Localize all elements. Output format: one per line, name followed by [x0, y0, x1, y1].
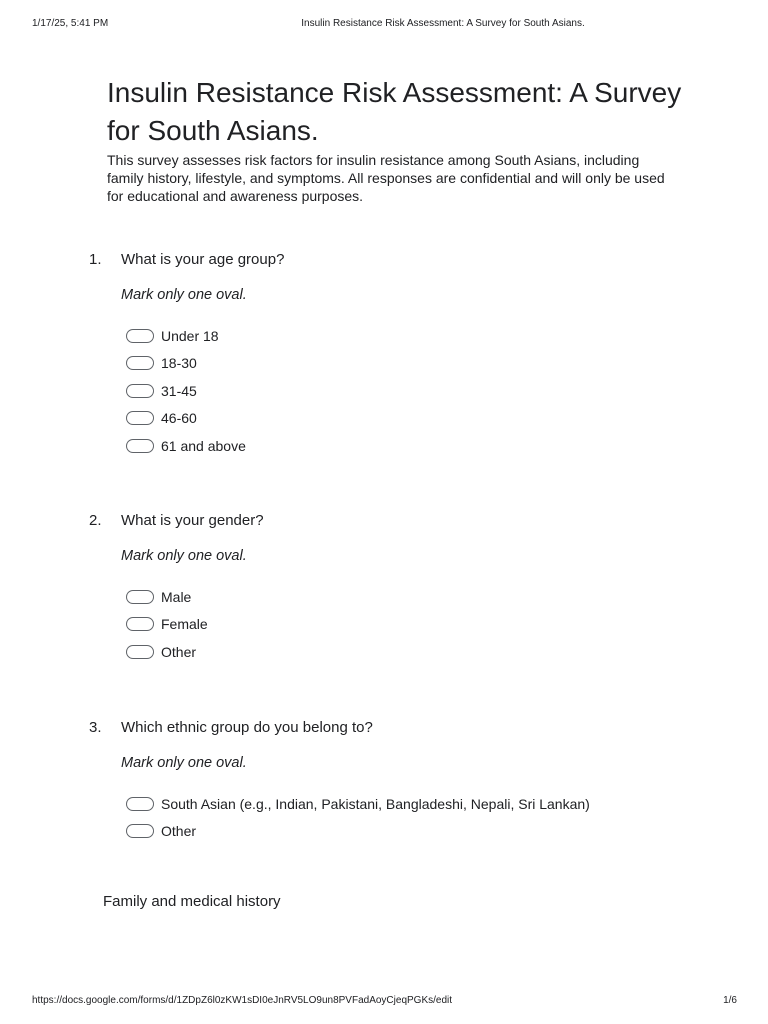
option-list	[126, 583, 208, 666]
option-18-30[interactable]	[126, 350, 246, 378]
option-label: Female	[161, 616, 208, 633]
radio-oval[interactable]	[126, 411, 154, 425]
option-31-45[interactable]	[126, 377, 246, 405]
option-label: Other	[161, 823, 197, 840]
form-title: Insulin Resistance Risk Assessment: A Survey for South Asians.	[107, 77, 682, 146]
question-hint: Mark only one oval.	[121, 287, 247, 303]
form-description: This survey assesses risk factors for insulin resistance among South Asians, including family history, lifestyle, and symptoms. All responses are confidential and will only be used for educational and awareness purposes.	[107, 152, 665, 204]
question-hint: Mark only one oval.	[121, 755, 247, 771]
print-doc-title: Insulin Resistance Risk Assessment: A Survey for South Asians.	[301, 18, 585, 29]
option-female[interactable]	[126, 611, 208, 639]
radio-oval[interactable]	[126, 797, 154, 811]
question-number: 3.	[89, 719, 102, 736]
option-label: 61 and above	[161, 437, 246, 454]
option-label: South Asian (e.g., Indian, Pakistani, Bangladeshi, Nepali, Sri Lankan)	[161, 795, 590, 812]
option-other[interactable]	[126, 818, 590, 846]
radio-oval[interactable]	[126, 590, 154, 604]
section-title: Family and medical history	[103, 893, 281, 910]
page-number: 1/6	[723, 995, 737, 1006]
question-number: 1.	[89, 251, 102, 268]
radio-oval[interactable]	[126, 824, 154, 838]
option-label: Other	[161, 643, 197, 660]
question-hint: Mark only one oval.	[121, 548, 247, 564]
radio-oval[interactable]	[126, 439, 154, 453]
option-south-asian[interactable]	[126, 790, 590, 818]
radio-oval[interactable]	[126, 384, 154, 398]
option-male[interactable]	[126, 583, 208, 611]
question-number: 2.	[89, 512, 102, 529]
option-46-60[interactable]	[126, 405, 246, 433]
radio-oval[interactable]	[126, 617, 154, 631]
question-text: Which ethnic group do you belong to?	[121, 719, 373, 736]
option-other[interactable]	[126, 638, 208, 666]
option-label: 46-60	[161, 410, 197, 427]
radio-oval[interactable]	[126, 356, 154, 370]
radio-oval[interactable]	[126, 329, 154, 343]
option-label: Under 18	[161, 327, 219, 344]
question-text: What is your gender?	[121, 512, 264, 529]
option-label: 18-30	[161, 355, 197, 372]
option-label: 31-45	[161, 382, 197, 399]
option-list	[126, 322, 246, 460]
option-list	[126, 790, 590, 845]
radio-oval[interactable]	[126, 645, 154, 659]
option-61-and-above[interactable]	[126, 432, 246, 460]
print-url: https://docs.google.com/forms/d/1ZDpZ6l0zKW1sDI0eJnRV5LO9un8PVFadAoyCjeqPGKs/edit	[32, 995, 453, 1006]
print-datetime: 1/17/25, 5:41 PM	[32, 18, 109, 29]
question-text: What is your age group?	[121, 251, 285, 268]
option-label: Male	[161, 588, 192, 605]
option-under-18[interactable]	[126, 322, 246, 350]
